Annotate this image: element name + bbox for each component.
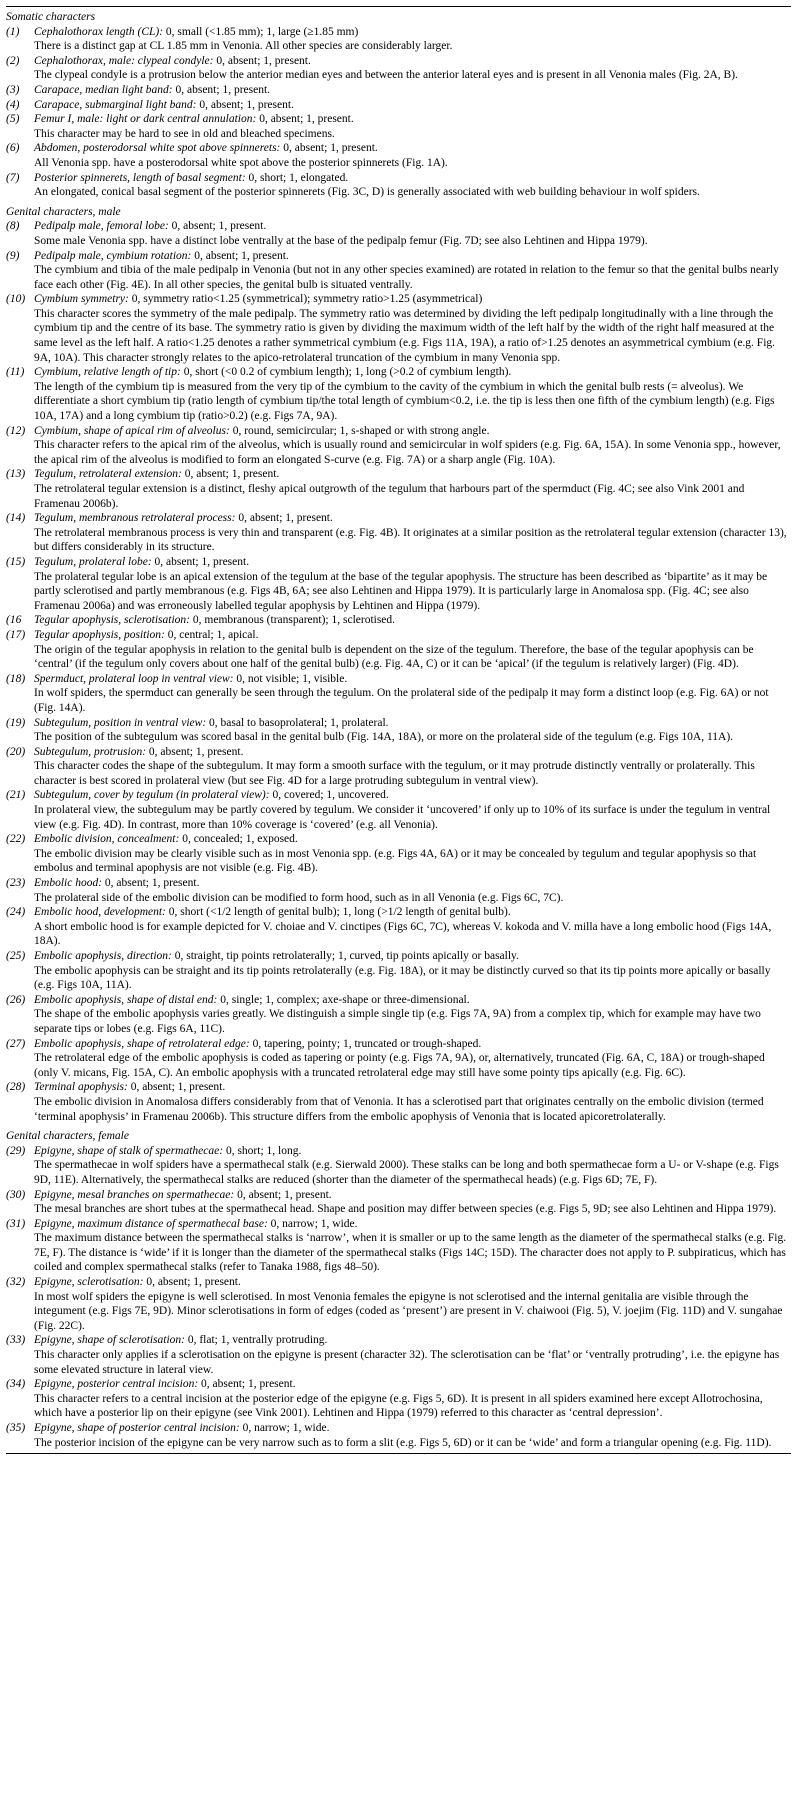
character-heading (6, 424, 791, 439)
character-heading (6, 292, 791, 307)
character-description: The length of the cymbium tip is measured from the very tip of the cymbium to the cavity of the cymbium in which the genital bulb rests (= alveolus). We differentiate a short cymbium tip (ratio length of cymbium tip/the total length of cymbium<0.2, i.e. the tip is less then one fifth of the cymbium length) (e.g. Figs 10A, 17A) and a long cymbium tip (ratio>0.2) (e.g. Figs 7A, 9A). (34, 380, 775, 423)
character-definition (34, 672, 791, 687)
character-definition (34, 249, 791, 264)
character-states: 0, basal to basoprolateral; 1, prolateral. (206, 716, 389, 729)
character-name: Tegulum, prolateral lobe: (34, 555, 152, 568)
character-states: 0, membranous (transparent); 1, sclerotised. (190, 614, 396, 627)
character-states: 0, straight, tip points retrolaterally; 1, curved, tip points apically or basally. (171, 950, 519, 962)
character-number: (16 (6, 614, 22, 627)
character-states: 0, absent; 1, present. (146, 745, 244, 758)
character-definition (34, 292, 791, 307)
character-name: Pedipalp male, cymbium rotation: (34, 249, 192, 262)
character-heading (6, 745, 791, 760)
character-number: (18) (6, 672, 26, 685)
character-heading (6, 25, 791, 40)
character-name: Cephalothorax length (CL): (34, 25, 164, 38)
character-entry (6, 467, 791, 511)
character-heading (6, 949, 791, 964)
character-entry (6, 876, 791, 905)
section-2 (6, 202, 791, 1124)
character-states: 0, symmetry ratio<1.25 (symmetrical); symmetry ratio>1.25 (asymmetrical) (128, 293, 483, 306)
section-title: Genital characters, female (6, 1130, 129, 1143)
character-heading (6, 876, 791, 891)
character-name: Epigyne, shape of posterior central incision: (34, 1422, 240, 1434)
character-entry (6, 1188, 791, 1217)
character-heading (6, 555, 791, 570)
character-number: (4) (6, 98, 20, 111)
character-number: (22) (6, 833, 26, 846)
character-name: Cymbium, shape of apical rim of alveolus: (34, 424, 230, 437)
character-name: Tegulum, membranous retrolateral process: (34, 512, 236, 525)
character-number: (11) (6, 366, 25, 379)
character-description: This character only applies if a sclerotisation on the epigyne is present (character 32). The sclerotisation can be ‘flat’ or ‘ventrally protruding’, i.e. the epigyne has some elevated structure in lateral view. (34, 1349, 780, 1376)
character-entry (6, 54, 791, 83)
section-title: Somatic characters (6, 11, 96, 23)
character-number: (5) (6, 113, 20, 126)
character-heading (6, 98, 791, 113)
character-states: 0, concealed; 1, exposed. (179, 833, 298, 846)
character-definition (34, 98, 791, 113)
character-name: Tegular apophysis, sclerotisation: (34, 614, 191, 627)
character-definition (34, 25, 791, 40)
character-description: Some male Venonia spp. have a distinct lobe ventrally at the base of the pedipalp femur (Fig. 7D; see also Lehtinen and Hippa 1979). (34, 234, 648, 247)
character-number: (9) (6, 249, 20, 262)
character-name: Epigyne, maximum distance of spermathecal base: (34, 1217, 268, 1230)
character-number: (25) (6, 950, 26, 962)
character-states: 0, tapering, pointy; 1, truncated or trough-shaped. (249, 1037, 482, 1050)
character-states: 0, absent; 1, present. (168, 220, 267, 233)
character-description: There is a distinct gap at CL 1.85 mm in Venonia. All other species are considerably larger. (34, 40, 453, 53)
character-name: Cephalothorax, male: clypeal condyle: (34, 54, 214, 67)
character-name: Posterior spinnerets, length of basal segment: (34, 171, 246, 184)
character-entry (6, 171, 791, 200)
character-name: Spermduct, prolateral loop in ventral view: (34, 672, 234, 685)
character-entry (6, 98, 791, 113)
character-description: The embolic division in Anomalosa differs considerably from that of Venonia. It has a sclerotised part that originates centrally on the embolic division (termed ‘terminal apophysis’ in Framenau 2006b). This structure differs from the embolic apophysis of Venonia that is located apicoretrolaterally. (34, 1095, 764, 1123)
character-states: 0, absent; 1, present. (181, 468, 280, 481)
character-heading (6, 993, 791, 1008)
character-states: 0, absent; 1, present. (213, 54, 311, 67)
character-number: (7) (6, 171, 20, 184)
character-states: 0, flat; 1, ventrally protruding. (184, 1334, 328, 1347)
character-definition (34, 467, 791, 482)
character-name: Carapace, submarginal light band: (34, 98, 197, 111)
character-definition (34, 365, 791, 380)
character-definition (34, 83, 791, 98)
character-states: 0, short (<0 0.2 of cymbium length); 1, long (>0.2 of cymbium length). (180, 366, 512, 379)
character-heading (6, 905, 791, 920)
character-heading (6, 83, 791, 98)
character-definition (34, 949, 791, 964)
top-rule (6, 6, 791, 7)
character-definition (34, 1333, 791, 1348)
character-definition (34, 424, 791, 439)
character-number: (21) (6, 789, 26, 802)
character-entry (6, 1217, 791, 1275)
character-name: Epigyne, shape of stalk of spermathecae: (34, 1144, 224, 1157)
character-description: The shape of the embolic apophysis varies greatly. We distinguish a simple single tip (e.g. Figs 7A, 9A) from a complex tip, which for example may have two separate tips or lobes (e.g. Figs 6A, 11C). (34, 1008, 761, 1035)
character-name: Terminal apophysis: (34, 1081, 128, 1094)
character-definition (34, 171, 791, 186)
character-states: 0, absent; 1, present. (280, 142, 378, 155)
character-description: The maximum distance between the spermathecal stalks is ‘narrow’, when it is smaller or up to the same length as the diameter of the spermathecal stalks (e.g. Fig. 7E, F). The distance is ‘wide’ if it is longer than the diameter of the spermathecal stalks (Figs 14C; 15D). The character does not apply to P. subpiraticus, which has coiled and complex spermathecal stalks (refer to Tanaka 1988, figs 48–50). (34, 1232, 787, 1274)
character-entry (6, 628, 791, 672)
character-description: The prolateral side of the embolic division can be modified to form hood, such as in all Venonia (e.g. Figs 6C, 7C). (34, 891, 564, 904)
character-definition (34, 905, 791, 920)
character-heading (6, 613, 791, 628)
character-definition (34, 716, 791, 731)
character-description: This character scores the symmetry of the male pedipalp. The symmetry ratio was determined by dividing the left pedipalp longitudinally with a line through the cymbium tip and the centre of its base. The symmetry ratio is given by dividing the maximum width of the left half by the width of the right half measured at the same level as the left half. A ratio<1.25 denotes a rather symmetrical cymbium (e.g. Figs 11A, 19A), a ratio of>1.25 denotes an asymmetrical cymbium (e.g. Fig. 9A, 10A). This character strongly relates to the apico-retrolateral truncation of the cymbium in many Venonia spp. (34, 307, 776, 364)
character-list-page (6, 6, 791, 1454)
character-number: (13) (6, 468, 26, 481)
character-description: The position of the subtegulum was scored basal in the genital bulb (Fig. 14A, 18A), or more on the prolateral side of the tegulum (e.g. Figs 10A, 11A). (34, 731, 734, 744)
character-description: The embolic division may be clearly visible such as in most Venonia spp. (e.g. Figs 4A, 6A) or it may be concealed by tegulum and tegular apophysis so that embolus and terminal apophysis are not visible (e.g. Fig. 4B). (34, 847, 757, 875)
character-number: (19) (6, 716, 26, 729)
character-name: Embolic hood: (34, 877, 103, 890)
character-number: (1) (6, 25, 20, 38)
character-number: (29) (6, 1144, 26, 1157)
character-entry (6, 832, 791, 876)
section-title: Genital characters, male (6, 205, 121, 218)
character-heading (6, 1275, 791, 1290)
character-name: Epigyne, posterior central incision: (34, 1378, 199, 1391)
character-definition (34, 1188, 791, 1203)
character-name: Embolic hood, development: (34, 906, 166, 919)
character-states: 0, short; 1, long. (223, 1144, 302, 1157)
character-description: The posterior incision of the epigyne can be very narrow such as to form a slit (e.g. Figs 5, 6D) or it can be ‘wide’ and form a triangular opening (e.g. Fig. 11D). (34, 1436, 772, 1449)
character-states: 0, absent; 1, present. (172, 83, 271, 96)
character-heading (6, 716, 791, 731)
character-states: 0, absent; 1, present. (151, 555, 250, 568)
character-heading (6, 1421, 791, 1436)
character-entry (6, 249, 791, 293)
character-entry (6, 613, 791, 628)
character-heading (6, 54, 791, 69)
character-description: A short embolic hood is for example depicted for V. choiae and V. cinctipes (Figs 6C, 7C), whereas V. kokoda and V. milla have a long embolic hood (Figs 14A, 18A). (34, 920, 772, 948)
character-heading (6, 171, 791, 186)
character-definition (34, 788, 791, 803)
character-description: The retrolateral edge of the embolic apophysis is coded as tapering or pointy (e.g. Figs 7A, 9A), or, alternatively, truncated (Fig. 6A, C, 18A) or trough-shaped (only V. micans, Fig. 15A, C). An embolic apophysis with a truncated retrolateral edge may still have some pointy tips apically (e.g. Fig. 6C). (34, 1052, 765, 1079)
character-number: (12) (6, 424, 26, 437)
character-states: 0, absent; 1, present. (143, 1276, 241, 1289)
character-definition (34, 1377, 791, 1392)
character-description: In prolateral view, the subtegulum may be partly covered by tegulum. We consider it ‘uncovered’ if only up to 10% of its surface is under the tegulum in ventral view (e.g. Fig. 4D). In contrast, more than 10% coverage is ‘covered’ (e.g. all Venonia). (34, 804, 771, 831)
character-states: 0, absent; 1, present. (234, 1188, 332, 1201)
character-name: Subtegulum, position in ventral view: (34, 716, 207, 729)
character-name: Embolic apophysis, shape of retrolateral edge: (34, 1037, 250, 1050)
character-entry (6, 1037, 791, 1081)
character-definition (34, 555, 791, 570)
character-heading (6, 1080, 791, 1095)
character-number: (34) (6, 1378, 26, 1391)
character-number: (31) (6, 1217, 26, 1230)
character-number: (6) (6, 142, 20, 155)
character-entry (6, 511, 791, 555)
character-number: (23) (6, 877, 26, 890)
character-name: Femur I, male: light or dark central annulation: (34, 113, 257, 126)
character-states: 0, small (<1.85 mm); 1, large (≥1.85 mm) (163, 25, 359, 38)
character-number: (28) (6, 1081, 26, 1094)
character-definition (34, 1217, 791, 1232)
character-name: Subtegulum, cover by tegulum (in prolateral view): (34, 789, 270, 802)
character-entry (6, 365, 791, 423)
character-name: Tegular apophysis, position: (34, 628, 165, 641)
character-heading (6, 365, 791, 380)
character-definition (34, 628, 791, 643)
section-3 (6, 1126, 791, 1450)
character-name: Subtegulum, protrusion: (34, 745, 147, 758)
character-definition (34, 511, 791, 526)
character-description: In wolf spiders, the spermduct can generally be seen through the tegulum. On the prolateral side of the pedipalp it may form a distinct loop (e.g. Fig. 6A) or not (Fig. 14A). (34, 687, 769, 714)
character-states: 0, short (<1/2 length of genital bulb); 1, long (>1/2 length of genital bulb). (165, 906, 511, 919)
character-definition (34, 54, 791, 69)
character-states: 0, not visible; 1, visible. (233, 672, 348, 685)
character-description: The prolateral tegular lobe is an apical extension of the tegulum at the base of the tegular apophysis. The structure has been described as ‘bipartite’ as it may be partly sclerotised and partly membranous (e.g. Figs 4B, 6A; see also Lehtinen and Hippa 1979). It is particularly large in Anomalosa spp. (Fig. 4C; see also Framenau 2006a) and was erroneously labelled tegular apophysis by Lehtinen and Hippa (1979). (34, 570, 768, 612)
character-heading (6, 672, 791, 687)
character-states: 0, absent; 1, present. (235, 512, 333, 525)
character-heading (6, 249, 791, 264)
character-states: 0, narrow; 1, wide. (267, 1217, 358, 1230)
character-description: This character refers to the apical rim of the alveolus, which is usually round and semicircular in wolf spiders (e.g. Fig. 6A, 15A). In some Venonia spp., however, the apical rim of the alveolus is modified to form an elongated S-curve (e.g. Fig. 7A) or a sharp angle (Fig. 10A). (34, 439, 781, 466)
character-description: The origin of the tegular apophysis in relation to the genital bulb is dependent on the size of the tegulum. Therefore, the base of the tegular apophysis can be ‘central’ (if the tegulum only covers about one half of the genital bulb) (e.g. Fig. 4A, C) or it can be ‘apical’ (if the tegulum is relatively larger) (Fig. 4D). (34, 643, 754, 671)
character-number: (14) (6, 512, 26, 525)
character-description: This character may be hard to see in old and bleached specimens. (34, 127, 335, 140)
character-definition (34, 1144, 791, 1159)
character-name: Carapace, median light band: (34, 83, 173, 96)
character-definition (34, 832, 791, 847)
character-definition (34, 993, 791, 1008)
character-definition (34, 112, 791, 127)
character-entry (6, 141, 791, 170)
character-entry (6, 905, 791, 949)
character-entry (6, 83, 791, 98)
character-entry (6, 1421, 791, 1450)
character-number: (15) (6, 555, 26, 568)
character-name: Cymbium, relative length of tip: (34, 366, 181, 379)
character-definition (34, 1421, 791, 1436)
character-heading (6, 832, 791, 847)
character-name: Embolic apophysis, direction: (34, 950, 172, 962)
character-states: 0, absent; 1, present. (127, 1081, 226, 1094)
character-entry (6, 1144, 791, 1188)
character-states: 0, short; 1, elongated. (245, 171, 349, 184)
character-number: (33) (6, 1334, 26, 1347)
character-states: 0, absent; 1, present. (102, 877, 200, 890)
character-name: Pedipalp male, femoral lobe: (34, 220, 169, 233)
character-number: (24) (6, 906, 26, 919)
character-number: (26) (6, 993, 26, 1006)
character-heading (6, 112, 791, 127)
character-entry (6, 1377, 791, 1421)
character-name: Epigyne, shape of sclerotisation: (34, 1334, 185, 1347)
character-description: The retrolateral tegular extension is a distinct, fleshy apical outgrowth of the tegulum that harbours part of the spermduct (Fig. 4C; see also Vink 2001 and Framenau 2006b). (34, 483, 745, 510)
character-definition (34, 1275, 791, 1290)
character-description: This character refers to a central incision at the posterior edge of the epigyne (e.g. Figs 5, 6D). It is present in all spiders examined here except Allotrochosina, which have a posterior lip on their epigyne (see Vink 2001). Lehtinen and Hippa (1979) referred to this character as ‘central depression’. (34, 1392, 763, 1420)
character-number: (2) (6, 54, 20, 67)
character-name: Tegulum, retrolateral extension: (34, 468, 182, 481)
character-description: The clypeal condyle is a protrusion below the anterior median eyes and between the anterior lateral eyes and is present in all Venonia males (Fig. 2A, B). (34, 69, 738, 82)
character-entry (6, 25, 791, 54)
character-entry (6, 716, 791, 745)
character-definition (34, 1080, 791, 1095)
character-heading (6, 141, 791, 156)
character-heading (6, 511, 791, 526)
character-definition (34, 219, 791, 234)
character-number: (10) (6, 293, 26, 306)
character-entry (6, 745, 791, 789)
character-number: (30) (6, 1188, 26, 1201)
character-description: In most wolf spiders the epigyne is well sclerotised. In most Venonia females the epigyne is not sclerotised and the internal genitalia are visible through the integument (e.g. Figs 7E, 9D). Minor sclerotisations in form of edges (coded as ‘present’) are present in V. chaiwooi (Fig. 5), V. joejim (Fig. 11D) and V. sungahae (Fig. 22C). (34, 1290, 783, 1332)
character-entry (6, 555, 791, 613)
character-states: 0, covered; 1, uncovered. (269, 789, 389, 802)
character-description: An elongated, conical basal segment of the posterior spinnerets (Fig. 3C, D) is generally associated with web building behaviour in wolf spiders. (34, 186, 700, 199)
character-entry (6, 424, 791, 468)
character-definition (34, 876, 791, 891)
section-1 (6, 9, 791, 200)
character-heading (6, 1037, 791, 1052)
character-definition (34, 141, 791, 156)
character-description: The embolic apophysis can be straight and its tip points retrolaterally (e.g. Fig. 18A), or it may be distinctly curved so that its tip points more apically or basally (e.g. Figs 10A, 11A). (34, 964, 771, 992)
character-heading (6, 467, 791, 482)
character-definition (34, 613, 791, 628)
character-name: Epigyne, mesal branches on spermathecae: (34, 1188, 235, 1201)
character-number: (20) (6, 745, 26, 758)
character-states: 0, round, semicircular; 1, s-shaped or with strong angle. (229, 424, 490, 437)
character-definition (34, 1037, 791, 1052)
character-entry (6, 949, 791, 993)
character-description: All Venonia spp. have a posterodorsal white spot above the posterior spinnerets (Fig. 1A). (34, 156, 448, 169)
character-description: This character codes the shape of the subtegulum. It may form a smooth surface with the tegulum, or it may protrude distinctly ventrally or prolaterally. This character is best scored in prolateral view (but see Fig. 4D for a large protruding subtegulum in ventral view). (34, 760, 755, 787)
character-number: (8) (6, 220, 20, 233)
character-name: Epigyne, sclerotisation: (34, 1276, 144, 1289)
character-description: The cymbium and tibia of the male pedipalp in Venonia (but not in any other species examined) are rotated in relation to the femur so that the genital bulbs nearly face each other (Fig. 4E). In all other species, the genital bulb is situated ventrally. (34, 264, 779, 291)
character-entry (6, 672, 791, 716)
character-name: Embolic division, concealment: (34, 833, 180, 846)
character-number: (3) (6, 83, 20, 96)
character-definition (34, 745, 791, 760)
character-description: The mesal branches are short tubes at the spermathecal head. Shape and position may differ between species (e.g. Figs 5, 9D; see also Lehtinen and Hippa 1979). (34, 1203, 777, 1216)
character-heading (6, 1144, 791, 1159)
character-list (6, 9, 791, 1450)
character-heading (6, 219, 791, 234)
character-entry (6, 993, 791, 1037)
character-states: 0, absent; 1, present. (196, 98, 294, 111)
character-name: Embolic apophysis, shape of distal end: (34, 993, 218, 1006)
character-states: 0, single; 1, complex; axe-shape or three-dimensional. (217, 993, 470, 1006)
character-number: (32) (6, 1276, 26, 1289)
character-number: (17) (6, 628, 26, 641)
character-heading (6, 1217, 791, 1232)
character-heading (6, 1188, 791, 1203)
character-heading (6, 788, 791, 803)
character-description: The spermathecae in wolf spiders have a spermathecal stalk (e.g. Sierwald 2000). These stalks can be long and both spermathecae form a U- or V-shape (e.g. Figs 9D, 11E). Alternatively, the spermathecal stalks are reduced (shorter than the diameter of the spermathecal heads) (e.g. Figs 6D; 7E, F). (34, 1159, 779, 1186)
character-description: The retrolateral membranous process is very thin and transparent (e.g. Fig. 4B). It originates at a similar position as the retrolateral tegular extension (character 13), but differs considerably in its structure. (34, 526, 787, 554)
character-heading (6, 1377, 791, 1392)
character-heading (6, 628, 791, 643)
character-name: Cymbium symmetry: (34, 293, 129, 306)
character-heading (6, 1333, 791, 1348)
character-states: 0, absent; 1, present. (191, 249, 289, 262)
character-states: 0, central; 1, apical. (164, 628, 259, 641)
character-states: 0, absent; 1, present. (256, 113, 354, 126)
character-entry (6, 219, 791, 248)
character-states: 0, narrow; 1, wide. (239, 1422, 330, 1434)
character-entry (6, 1275, 791, 1333)
bottom-rule (6, 1453, 791, 1454)
character-number: (27) (6, 1037, 26, 1050)
character-entry (6, 112, 791, 141)
character-entry (6, 292, 791, 365)
character-entry (6, 1333, 791, 1377)
character-states: 0, absent; 1, present. (198, 1378, 296, 1391)
character-entry (6, 1080, 791, 1124)
character-number: (35) (6, 1422, 26, 1434)
character-name: Abdomen, posterodorsal white spot above spinnerets: (34, 142, 281, 155)
character-entry (6, 788, 791, 832)
